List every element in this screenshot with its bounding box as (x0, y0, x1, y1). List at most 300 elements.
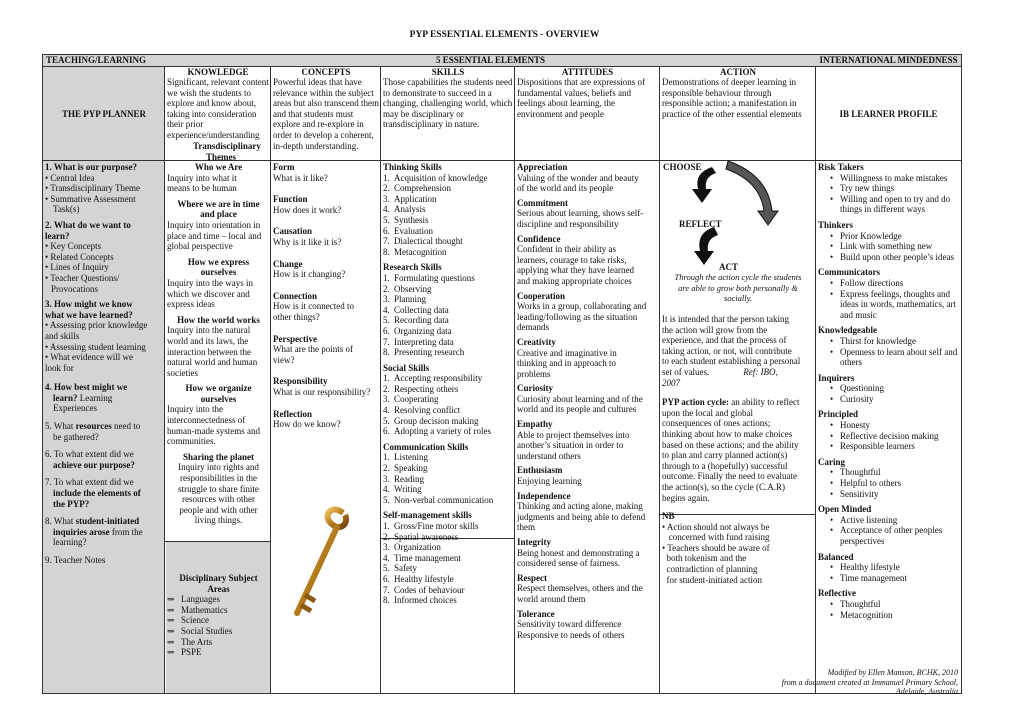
knowledge-description: Significant, relevant content we wish the students to explore and know about, taking into consideration their prior experience/understanding (167, 77, 269, 140)
skill-group-title: Thinking Skills (383, 162, 442, 172)
skill-item (383, 521, 514, 532)
skill-item (383, 553, 514, 564)
attitude-name: Tolerance (517, 608, 555, 619)
skill-number: 2. (383, 183, 390, 194)
skill-item (383, 315, 514, 326)
theme-text: communities. (167, 436, 216, 447)
profile-item: • Openness to learn about self and others (818, 347, 959, 368)
planner-q5-text: need to (111, 421, 141, 432)
skill-number: 2. (383, 463, 390, 474)
choose-label: CHOOSE (663, 162, 702, 172)
planner-q1-item: Task(s) (53, 204, 80, 215)
attitude-text: Enjoying learning (517, 476, 582, 487)
concept-name: Function (273, 194, 308, 205)
skill-item (383, 595, 514, 606)
attitude-text: Sensitivity toward difference (517, 619, 622, 630)
skill-item (383, 204, 514, 215)
skill-number: 4. (383, 484, 390, 495)
ibo-reference: Ref: IBO, (743, 366, 778, 377)
profile-item: • Helpful to others (818, 478, 959, 489)
planner-q8-num: 8. What (45, 516, 76, 527)
nb-item: • Teachers should be aware of (662, 542, 770, 553)
theme-text: human-made systems and (167, 425, 260, 436)
planner-q4-text: Learning (77, 392, 113, 403)
concept-name: Causation (273, 226, 313, 237)
profile-item: • Honesty (818, 420, 959, 431)
skill-item (383, 532, 514, 543)
profile-item: • Sensitivity (818, 489, 959, 500)
skill-group-title: Research Skills (383, 262, 442, 273)
theme-how-the-world-works: How the world works (177, 314, 260, 325)
attitude-text: of the world and its people (517, 183, 614, 194)
skill-item (383, 463, 514, 474)
skill-item (383, 563, 514, 574)
skill-number: 8. (383, 347, 390, 358)
profile-item: • Thoughtful (818, 599, 959, 610)
profile-item: • Willing and open to try and do things in different ways (818, 194, 959, 215)
attitude-text: Valuing of the wonder and beauty (517, 172, 639, 183)
skill-number: 8. (383, 595, 390, 606)
attitudes-description: Dispositions that are expressions of fundamental values, beliefs and feelings about learning, the environment and people (517, 77, 645, 119)
theme-how-we-organize: How we organize (185, 383, 252, 394)
attitude-name: Respect (517, 572, 547, 583)
planner-q6-cont: achieve our purpose? (53, 459, 135, 470)
skill-text: Reading (394, 473, 424, 484)
teaching-learning-header: TEACHING/LEARNING (46, 55, 147, 65)
skill-text: Evaluation (394, 225, 433, 236)
key-illustration (283, 495, 373, 635)
skill-item (383, 394, 514, 405)
intended-line: set of values. (662, 366, 710, 377)
skill-text: Listening (394, 452, 428, 463)
subjects-title: Disciplinary Subject (179, 573, 258, 583)
theme-sharing-the-planet: Sharing the planet (182, 451, 254, 462)
attitude-text: another’s situation in order to (517, 440, 624, 451)
skill-text: Analysis (394, 204, 426, 215)
profile-attribute: Thinkers (818, 219, 854, 230)
planner-q7-cont: include the elements of (53, 488, 141, 499)
subject-item: ⇒ Mathematics (167, 605, 270, 616)
attitude-name: Commitment (517, 197, 568, 208)
intended-line: It is intended that the person taking (662, 314, 789, 324)
planner-q2-cont: learn? (45, 230, 70, 241)
skill-number: 4. (383, 552, 390, 563)
skill-number: 1. (383, 452, 390, 463)
attitude-text: and making appropriate choices (517, 275, 632, 286)
skill-text: Group decision making (394, 415, 479, 426)
theme-who-we-are: Who we Are (194, 162, 243, 172)
planner-q6: 6. To what extent did we (45, 449, 134, 460)
planner-q8-end: learning? (53, 537, 87, 548)
planner-q3-item: look for (45, 362, 74, 373)
planner-q1-item: • Transdisciplinary Theme (45, 183, 140, 194)
header-divider (43, 160, 961, 161)
skill-number: 1. (383, 373, 390, 384)
theme-text: express ideas (167, 299, 215, 310)
theme-text: resources with other (182, 494, 255, 505)
profile-item: • Active listening (818, 515, 959, 526)
skill-number: 6. (383, 573, 390, 584)
nb-item: • Action should not always be (662, 521, 770, 532)
subject-item: ⇒ The Arts (167, 637, 270, 648)
skill-item (383, 373, 514, 384)
skill-item (383, 215, 514, 226)
skill-number: 4. (383, 405, 390, 416)
planner-q5-num: 5. What (45, 421, 76, 432)
concept-name: Responsibility (273, 376, 328, 387)
reflect-label: REFLECT (679, 219, 722, 229)
profile-item: • Thirst for knowledge (818, 336, 959, 347)
concept-question: Why is it like it is? (273, 236, 342, 247)
cycle-line: the action(s), so the cycle (C.A.R) (662, 481, 785, 492)
concept-question: How is it connected to (273, 301, 354, 312)
attitude-text: world around them (517, 593, 586, 604)
profile-attribute: Risk Takers (818, 162, 864, 172)
concept-question: What are the points of (273, 344, 353, 355)
skill-text: Organization (394, 542, 441, 553)
concept-question: other things? (273, 311, 320, 322)
skill-number: 3. (383, 193, 390, 204)
skill-number: 4. (383, 204, 390, 215)
profile-item: • Responsible learners (818, 441, 959, 452)
profile-attribute: Reflective (818, 588, 856, 599)
skill-text: Spatial awareness (394, 531, 459, 542)
theme-text: Inquiry into rights and (178, 462, 259, 473)
profile-item: • Express feelings, thoughts and ideas in words, mathematics, art and music (818, 289, 959, 321)
skill-number: 1. (383, 521, 390, 531)
planner-q3: 3. How might we know (45, 299, 133, 310)
planner-q1-item: • Central Idea (45, 172, 95, 183)
theme-text: natural world and human (167, 357, 258, 368)
profile-attribute: Balanced (818, 551, 854, 562)
skill-text: Presenting research (394, 347, 465, 358)
cycle-line: begins again. (662, 492, 710, 503)
concept-question: How is it changing? (273, 269, 346, 280)
skill-number: 3. (383, 394, 390, 405)
profile-item: • Prior Knowledge (818, 231, 959, 242)
theme-text: struggle to share finite (178, 483, 259, 494)
skill-number: 5. (383, 315, 390, 326)
theme-text: living things. (194, 515, 243, 526)
skill-text: Codes of behaviour (394, 584, 465, 595)
profile-item: • Healthy lifestyle (818, 562, 959, 573)
cycle-line: upon the local and global (662, 407, 753, 418)
attitude-text: learners, courage to take risks, (517, 254, 627, 265)
theme-text: place and time – local and (167, 230, 262, 241)
header-band (43, 55, 961, 67)
skill-number: 7. (383, 584, 390, 595)
learner-profile-list (818, 162, 959, 620)
skill-number: 5. (383, 214, 390, 225)
skill-text: Interpreting data (394, 336, 454, 347)
skill-number: 7. (383, 236, 390, 247)
attitude-text: judgments and being able to defend (517, 511, 646, 522)
skill-text: Comprehension (394, 183, 451, 194)
nb-item: contradiction of planning (662, 564, 758, 575)
planner-q9: 9. Teacher Notes (45, 555, 106, 565)
essential-elements-header: 5 ESSENTIAL ELEMENTS (435, 55, 546, 65)
skills-groups (383, 162, 514, 606)
theme-text: responsibilities in the (180, 473, 257, 484)
cycle-line: consequences of ones actions; (662, 418, 771, 429)
concept-question: view? (273, 354, 295, 365)
profile-attribute: Caring (818, 456, 845, 467)
nb-item: both tokenism and the (662, 553, 747, 564)
profile-item: • Build upon other people’s ideas (818, 252, 959, 263)
intended-last-line (662, 367, 814, 378)
transdisciplinary-themes-label: Transdisciplinary Themes (193, 141, 261, 162)
theme-text: Inquiry into the natural (167, 325, 251, 336)
theme-text: people and with other (179, 504, 258, 515)
skill-number: 2. (383, 531, 390, 542)
theme-text: Inquiry into orientation in (167, 219, 261, 230)
planner-q8 (45, 516, 163, 527)
theme-text: global perspective (167, 241, 233, 252)
profile-attribute: Principled (818, 409, 858, 420)
skill-text: Application (394, 193, 437, 204)
profile-item: • Link with something new (818, 241, 959, 252)
learner-profile-title: IB LEARNER PROFILE (839, 109, 938, 119)
caption-line: Through the action cycle the students (674, 272, 802, 282)
cycle-line: to plan and carry planned action(s) (662, 450, 788, 461)
skill-item (383, 284, 514, 295)
attitude-name: Appreciation (517, 162, 568, 172)
concept-question: How do we know? (273, 419, 341, 430)
subject-areas (167, 573, 270, 658)
skill-number: 1. (383, 272, 390, 283)
attitude-text: Confident in their ability as (517, 244, 616, 255)
attitudes-list (517, 162, 658, 640)
theme-text: means to be human (167, 183, 237, 194)
profile-item: • Time management (818, 573, 959, 584)
cycle-line: thinking about how to make choices (662, 428, 793, 439)
skill-number: 3. (383, 542, 390, 553)
skill-text: Organizing data (394, 325, 452, 336)
document-title: PYP ESSENTIAL ELEMENTS - OVERVIEW (409, 30, 600, 40)
attitude-text: them (517, 522, 535, 533)
skill-item (383, 326, 514, 337)
skill-number: 8. (383, 246, 390, 257)
skill-item (383, 194, 514, 205)
skill-number: 5. (383, 494, 390, 505)
skill-text: Collecting data (394, 304, 449, 315)
profile-attribute: Inquirers (818, 372, 855, 383)
profile-item: • Metacognition (818, 610, 959, 621)
theme-text: Inquiry into the (167, 404, 223, 415)
subject-item: ⇒ Social Studies (167, 626, 270, 637)
skill-group-title: Communication Skills (383, 441, 469, 452)
planner-q8-text: from the (109, 526, 143, 537)
planner-q4-bold: learn? (53, 392, 78, 403)
skill-number: 2. (383, 283, 390, 294)
skill-text: Informed choices (394, 595, 457, 606)
theme-text: interaction between the (167, 346, 251, 357)
attitude-text: Creative and imaginative in (517, 347, 617, 358)
footer-line: Modified by Ellen Manson, BCHK, 2010 (827, 668, 958, 677)
skill-text: Safety (394, 563, 417, 574)
profile-item: • Reflective decision making (818, 431, 959, 442)
planner-q2-item: • Lines of Inquiry (45, 262, 109, 273)
planner-q2-item: Provocations (51, 283, 98, 294)
profile-attribute: Knowledgeable (818, 325, 878, 336)
planner-q8-bold: student-initiated (75, 516, 140, 527)
cycle-caption (662, 272, 814, 304)
action-description: Demonstrations of deeper learning in responsible behaviour through responsible action; a manifestation in practice of the other essential elements (662, 77, 802, 119)
skill-text: Metacognition (394, 246, 447, 257)
theme-text: interconnectedness of (167, 415, 246, 426)
skill-number: 6. (383, 225, 390, 236)
skill-group-title: Social Skills (383, 362, 430, 373)
subjects-title-cont: Areas (207, 583, 230, 594)
intended-line: to each student establishing a personal (662, 356, 801, 367)
action-intended (662, 314, 814, 585)
attitude-name: Curiosity (517, 383, 553, 394)
planner-q3-item: • What evidence will we (45, 352, 133, 363)
skill-number: 5. (383, 415, 390, 426)
attitude-name: Enthusiasm (517, 465, 563, 476)
attitude-text: Serious about learning, shows self- (517, 208, 644, 219)
knowledge-title: KNOWLEDGE (187, 67, 249, 77)
planner-q5-cont: be gathered? (53, 431, 99, 442)
skill-text: Recording data (394, 315, 449, 326)
skill-number: 4. (383, 304, 390, 315)
intended-line: the action will grow from the (662, 324, 768, 335)
attitude-text: Thinking and acting alone, making (517, 501, 643, 512)
theme-text: societies (167, 367, 198, 378)
planner-q7-end: the PYP? (53, 498, 90, 509)
skill-item (383, 347, 514, 358)
planner-q8-cont (45, 527, 163, 538)
attitude-name: Integrity (517, 537, 551, 547)
skill-text: Dialectical thought (394, 236, 463, 247)
concept-name: Connection (273, 290, 318, 301)
profile-item: • Curiosity (818, 394, 959, 405)
skill-text: Non-verbal communication (394, 494, 494, 505)
action-cycle-arrows (668, 159, 798, 271)
attitude-name: Empathy (517, 419, 553, 430)
skill-number: 2. (383, 383, 390, 394)
skill-number: 6. (383, 325, 390, 336)
planner-q4-experiences: Experiences (53, 403, 97, 414)
attitude-text: leading/following as the situation (517, 311, 638, 322)
skill-text: Accepting responsibility (394, 373, 483, 384)
theme-text: which we discover and (167, 288, 250, 299)
planner-q3-item: • Assessing prior knowledge (45, 320, 148, 331)
profile-item: • Thoughtful (818, 467, 959, 478)
caption-line: are able to grow both personally & (678, 282, 798, 293)
skill-item (383, 474, 514, 485)
cycle-line: through to a (hopefully) successful (662, 460, 788, 471)
attitude-text: Works in a group, collaborating and (517, 301, 647, 312)
planner-questions (45, 162, 163, 566)
attitude-text: Being honest and demonstrating a (517, 547, 640, 558)
skill-text: Adopting a variety of roles (394, 426, 491, 437)
cycle-line: outcome. Finally the need to evaluate (662, 471, 797, 482)
cycle-title: PYP action cycle: (662, 397, 729, 408)
skill-item (383, 426, 514, 437)
skill-item (383, 337, 514, 348)
skills-title: SKILLS (431, 67, 465, 77)
skill-number: 1. (383, 172, 390, 183)
skill-item (383, 405, 514, 416)
attitude-text: applying what they have learned (517, 265, 634, 276)
attitude-text: understand others (517, 450, 581, 461)
skill-group-title: Self-management skills (383, 510, 472, 521)
international-mindedness-header: INTERNATIONAL MINDEDNESS (819, 55, 958, 65)
planner-q2-item: • Key Concepts (45, 241, 102, 252)
cycle-text-first (662, 397, 814, 408)
skill-item (383, 484, 514, 495)
profile-item: • Willingness to make mistakes (818, 173, 959, 184)
attitude-text: demands (517, 322, 549, 333)
profile-attribute: Communicators (818, 267, 880, 278)
planner-q4: 4. How best might we (45, 382, 128, 393)
theme-how-we-express: How we express (187, 256, 250, 267)
attitude-text: Responsive to needs of others (517, 629, 625, 640)
planner-q2: 2. What do we want to (45, 219, 131, 230)
skill-item (383, 452, 514, 463)
attitude-text: problems (517, 368, 551, 379)
skill-text: Acquisition of knowledge (394, 172, 488, 183)
attitude-name: Creativity (517, 336, 556, 347)
theme-how-we-express-cont: ourselves (200, 267, 237, 278)
footer-line: Adelaide, Australia (895, 687, 958, 696)
skill-number: 7. (383, 336, 390, 347)
caption-line: socially. (723, 293, 753, 303)
attitude-name: Cooperation (517, 290, 565, 301)
skill-text: Planning (394, 294, 427, 305)
attitude-name: Independence (517, 490, 571, 501)
key-concepts (273, 162, 379, 430)
subject-item: ⇒ PSPE (167, 647, 270, 658)
cycle-line: based on these actions; and the ability (662, 439, 799, 450)
attitude-text: Able to project themselves into (517, 429, 630, 440)
planner-q1: 1. What is our purpose? (45, 162, 137, 172)
skill-item (383, 183, 514, 194)
planner-q5 (45, 421, 163, 432)
concept-name: Perspective (273, 333, 317, 344)
subject-item: ⇒ Languages (167, 594, 270, 605)
skill-number: 5. (383, 563, 390, 574)
concept-name: Reflection (273, 408, 312, 419)
skill-text: Synthesis (394, 214, 429, 225)
concept-name: Form (273, 162, 295, 172)
planner-q5-bold: resources (75, 421, 112, 432)
skill-item (383, 495, 514, 506)
concepts-title: CONCEPTS (301, 67, 351, 77)
theme-where-we-are-cont: and place (200, 209, 237, 220)
footer-line: from a document created at Immanuel Primary School, (781, 677, 958, 687)
planner-q2-item: • Related Concepts (45, 251, 114, 262)
footer-credit (600, 668, 958, 697)
planner-q3-item: • Assessing student learning (45, 341, 146, 352)
skill-text: Speaking (394, 463, 428, 474)
attitudes-title: ATTITUDES (561, 67, 614, 77)
concept-question: How does it work? (273, 204, 342, 215)
profile-item: • Acceptance of other peoples perspectives (818, 525, 959, 546)
skill-item (383, 226, 514, 237)
concepts-description: Powerful ideas that have relevance within the subject areas but also transcend them and that students must explore and re-explore in order to develop a coherent, in-depth understanding. (273, 77, 379, 151)
concept-question: What is our responsibility? (273, 386, 371, 397)
profile-attribute: Open Minded (818, 504, 872, 515)
planner-q2-item: • Teacher Questions/ (45, 272, 120, 283)
attitude-name: Confidence (517, 233, 561, 244)
overview-table (42, 54, 962, 694)
skill-item (383, 574, 514, 585)
skill-number: 3. (383, 473, 390, 484)
skill-text: Gross/Fine motor skills (394, 521, 479, 531)
skill-item (383, 384, 514, 395)
